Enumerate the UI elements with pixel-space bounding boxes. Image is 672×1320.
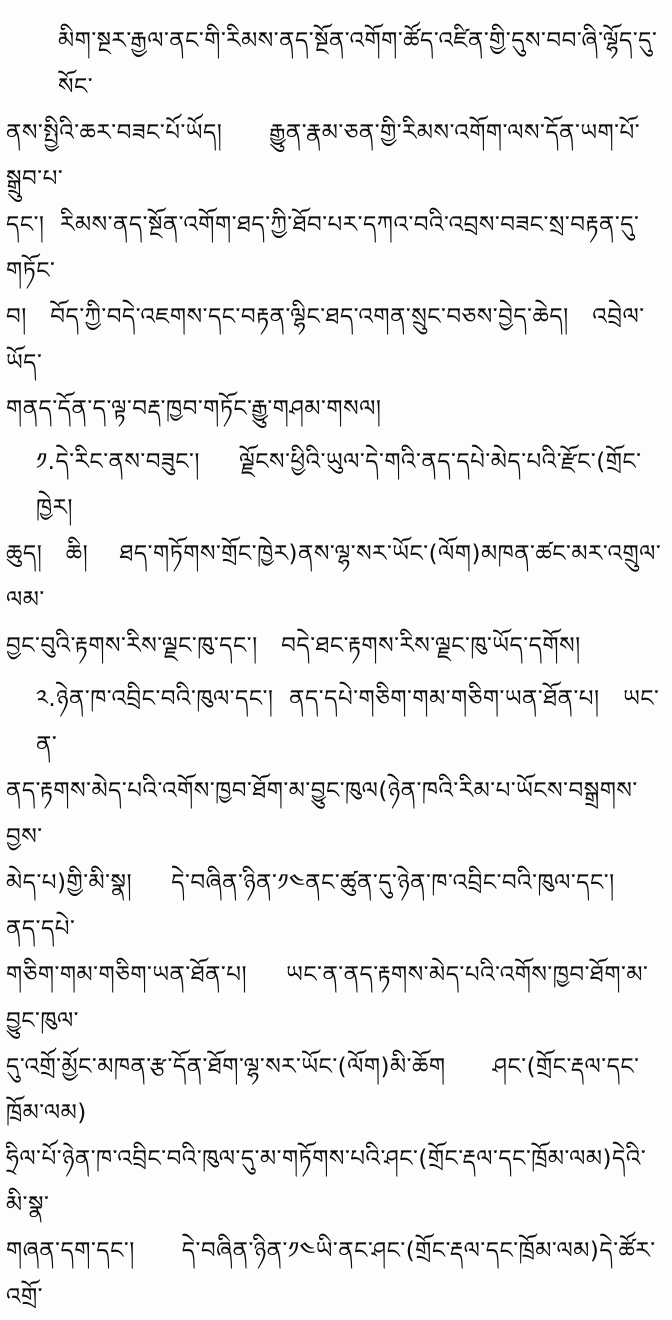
text-line: ནས་སྤྱིའི་ཆར་བཟང་པོ་ཡོད། རྒྱུན་རྣམ་ཅན་གྱི་རིམས་འགོག་ལས་དོན་ཡག་པོ་སྒྲུབ་པ་ xyxy=(6,120,641,192)
text-line: ནད་རྟགས་མེད་པའི་འགོས་ཁྱབ་ཐོག་མ་བྱུང་ཁུལ(ཉེན་ཁའི་རིམ་པ་ཡོངས་བསྒྲགས་བྱས་ xyxy=(6,778,638,850)
text-line: ༢.ཉེན་ཁ་འབྲིང་བའི་ཁུལ་དང་། ནད་དཔེ་གཅིག་གམ་གཅིག་ཡན་ཐོན་པ། ཡང་ན་ xyxy=(36,686,660,758)
text-line: ཧྲིལ་པོ་ཉེན་ཁ་འབྲིང་བའི་ཁུལ་དུ་མ་གཏོགས་པའི་ཤང་(གྲོང་རྡལ་དང་ཁྲོམ་ལམ)དེའི་མི་སྣ་ xyxy=(6,1146,647,1218)
text-line: བ། བོད་ཀྱི་བདེ་འཇགས་དང་བརྟན་ལྷིང་ཐད་འགན་སྲུང་བཅས་བྱེད་ཆེད། འབྲེལ་ཡོད་ xyxy=(6,304,645,376)
text-line: མེད་པ)གྱི་མི་སྣ། དེ་བཞིན་ཉིན་༡༤ནང་ཚུན་དུ་ཉེན་ཁ་འབྲིང་བའི་ཁུལ་དང་། ནད་དཔེ་ xyxy=(6,870,639,942)
item-2-paragraph xyxy=(6,676,667,1320)
text-line: གཅིག་གམ་གཅིག་ཡན་ཐོན་པ། ཡང་ན་ནད་རྟགས་མེད་པའི་འགོས་ཁྱབ་ཐོག་མ་བྱུང་ཁུལ་ xyxy=(6,962,649,1034)
text-line: གནད་དོན་ད་ལྟ་བརྡ་ཁྱབ་གཏོང་རྒྱུ་གཤམ་གསལ། xyxy=(6,396,382,422)
item-1-paragraph xyxy=(6,439,667,669)
text-line: ཆུད། ཆི། ཐད་གཏོགས་གྲོང་ཁྱེར)ནས་ལྷ་སར་ཡོང་(ལོག)མཁན་ཚང་མར་འགྲུལ་ལམ་ xyxy=(6,541,662,613)
text-line: གཞན་དག་དང་། དེ་བཞིན་ཉིན་༡༤ཡི་ནང་ཤང་(གྲོང་རྡལ་དང་ཁྲོམ་ལམ)དེ་ཚོར་འགྲོ་ xyxy=(6,1238,656,1310)
text-line: མིག་སྔར་རྒྱལ་ནང་གི་རིམས་ནད་སྔོན་འགོག་ཚོད་འཛིན་གྱི་དུས་བབ་ཞི་ལྷོད་དུ་སོང་ xyxy=(58,28,658,100)
intro-paragraph xyxy=(6,18,667,432)
text-line: བྱང་བུའི་རྟགས་རིས་ལྗང་ཁུ་དང་། བདེ་ཐང་རྟགས་རིས་ལྗང་ཁུ་ཡོད་དགོས། xyxy=(6,633,581,659)
text-line: ༡.དེ་རིང་ནས་བཟུང་། ལྗོངས་ཕྱིའི་ཡུལ་དེ་གའི་ནད་དཔེ་མེད་པའི་རྫོང་(གྲོང་ཁྱེར། xyxy=(36,449,642,521)
text-line: དང་། རིམས་ནད་སྔོན་འགོག་ཐད་ཀྱི་ཐོབ་པར་དཀའ་བའི་འབྲས་བཟང་སྲ་བརྟན་དུ་གཏོང་ xyxy=(6,212,640,284)
text-line: དུ་འགྲོ་མྱོང་མཁན་རྩ་དོན་ཐོག་ལྷ་སར་ཡོང་(ལོག)མི་ཆོག ཤང་(གྲོང་རྡལ་དང་ཁྲོམ་ལམ) xyxy=(6,1054,640,1126)
